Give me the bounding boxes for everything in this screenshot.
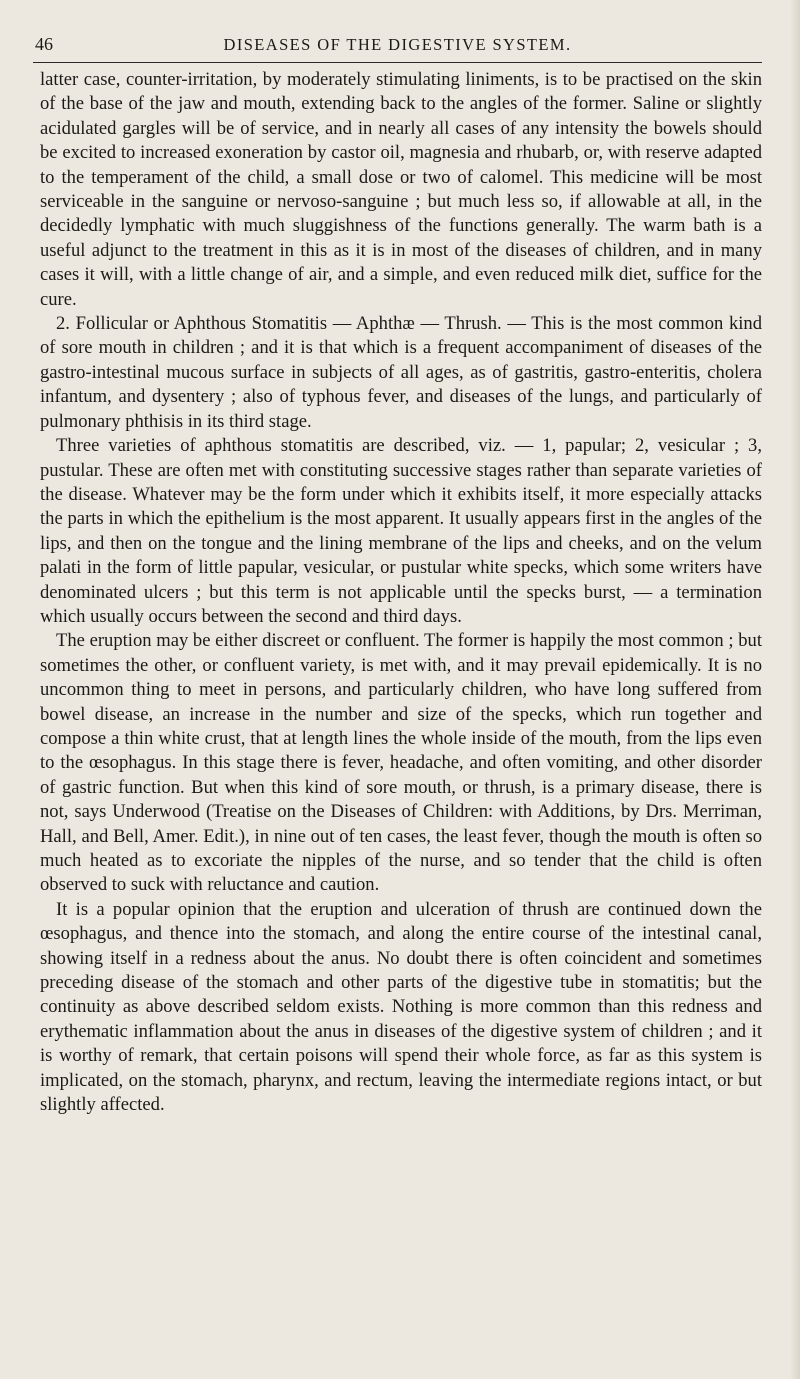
paragraph-follicular-stomatitis: 2. Follicular or Aphthous Stomatitis — Aphthæ — Thrush. — This is the most common kind of sore mouth in children ; and it is that which is a frequent accompaniment of diseases of the gastro-intestinal mucous surface in subjects of all ages, as of gastritis, gastro-enteritis, cholera infantum, and dysentery ; also of typhous fever, and diseases of the lungs, and particularly of pulmonary phthisis in its third stage. (40, 313, 762, 432)
page-edge-shadow (790, 0, 800, 1379)
paragraph-varieties: Three varieties of aphthous stomatitis are described, viz. — 1, papular; 2, vesicular ; 3, pustular. These are often met with constituting successive stages rather than separate varieties of the disease. Whatever may be the form under which it exhibits itself, it more especially attacks the parts in which the epithelium is the most apparent. It usually appears first in the angles of the lips, and then on the tongue and the lining membrane of the lips and cheeks, and on the velum palati in the form of little papular, vesicular, or pustular white specks, which some writers have denominated ulcers ; but this term is not applicable until the specks burst, — a termination which usually occurs between the second and third days. (40, 435, 762, 627)
page-number: 46 (35, 34, 53, 54)
paragraph-popular-opinion: It is a popular opinion that the eruption and ulceration of thrush are continued down the œsophagus, and thence into the stomach, and along the entire course of the intestinal canal, showing itself in a redness about the anus. No doubt there is often coincident and sometimes preceding disease of the stomach and other parts of the digestive tube in stomatitis; but the continuity as above described seldom exists. Nothing is more common than this redness and erythematic inflammation about the anus in diseases of the digestive system of children ; and it is worthy of remark, that certain poisons will spend their whole force, as far as this system is implicated, on the stomach, pharynx, and rectum, leaving the intermediate regions intact, or but slightly affected. (40, 898, 762, 1116)
paragraph-continuation: latter case, counter-irritation, by moderately stimulating liniments, is to be practised on the skin of the base of the jaw and mouth, extending back to the angles of the former. Saline or slightly acidulated gargles will be of service, and in nearly all cases of any intensity the bowels should be excited to increased exoneration by castor oil, magnesia and rhubarb, or, with reserve adapted to the temperament of the child, a small dose or two of calomel. This medicine will be most serviceable in the sanguine or nervoso-sanguine ; but much less so, if allowable at all, in the decidedly lymphatic with much sluggishness of the functions generally. The warm bath is a useful adjunct to the treatment in this as it is in most of the diseases of children, and in many cases it will, with a little change of air, and a simple, and even reduced milk diet, suffice for the cure. (40, 69, 762, 310)
running-head: DISEASES OF THE DIGESTIVE SYSTEM. (223, 35, 572, 54)
paragraph-eruption: The eruption may be either discreet or confluent. The former is happily the most common ; but sometimes the other, or confluent variety, is met with, and it may prevail epidemically. It is no uncommon thing to meet in persons, and particularly children, who have long suffered from bowel disease, an increase in the number and size of the specks, which run together and compose a thin white crust, that at length lines the whole inside of the mouth, from the lips even to the œsophagus. In this stage there is fever, headache, and often vomiting, and other disorder of gastric function. But when this kind of sore mouth, or thrush, is a primary disease, there is not, says Underwood (Treatise on the Diseases of Children: with Additions, by Drs. Merriman, Hall, and Bell, Amer. Edit.), in nine out of ten cases, the least fever, though the mouth is often so much heated as to excoriate the nipples of the nurse, and so tender that the child is often observed to suck with reluctance and caution. (40, 630, 762, 896)
page-header (33, 34, 762, 63)
body-text (40, 68, 762, 1117)
